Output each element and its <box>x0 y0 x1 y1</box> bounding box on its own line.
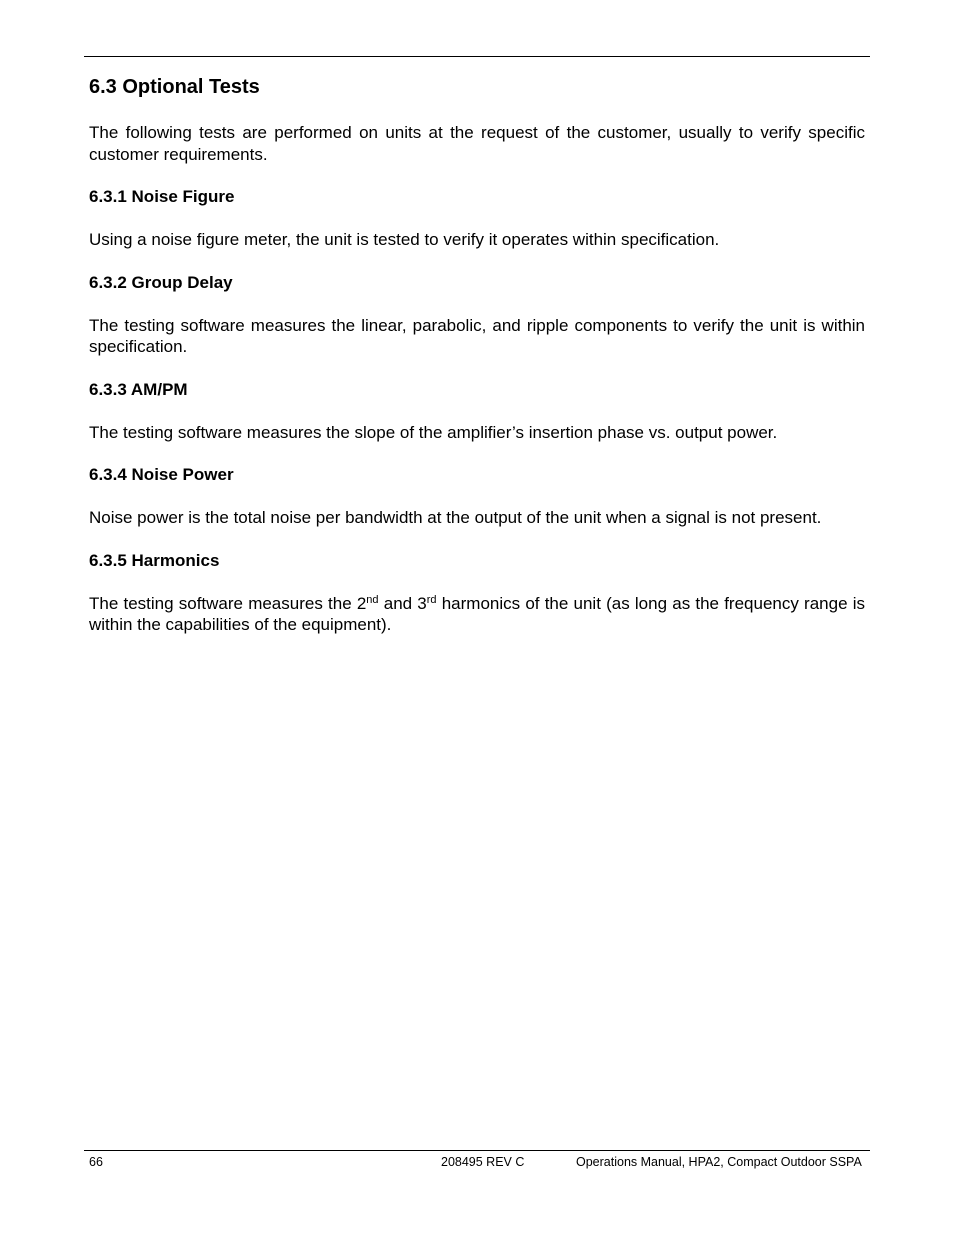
footer-page-number: 66 <box>89 1155 103 1169</box>
footer-manual-title: Operations Manual, HPA2, Compact Outdoor SSPA <box>576 1155 862 1169</box>
footer-rule <box>84 1150 870 1151</box>
subsection-title-harmonics: 6.3.5 Harmonics <box>89 550 220 570</box>
subsection-title-group-delay: 6.3.2 Group Delay <box>89 272 233 292</box>
section-intro: The following tests are performed on units at the request of the customer, usually to verify specific customer requirements. <box>89 123 865 164</box>
subsection-body-noise-power: Noise power is the total noise per bandwidth at the output of the unit when a signal is not present. <box>89 508 822 527</box>
header-rule <box>84 56 870 57</box>
harmonics-text-1: The testing software measures the 2 <box>89 593 367 613</box>
harmonics-sup-rd: rd <box>426 593 437 606</box>
subsection-body-harmonics <box>89 593 865 636</box>
page-content <box>89 73 865 636</box>
harmonics-sup-nd: nd <box>366 593 379 606</box>
subsection-body-am-pm: The testing software measures the slope of the amplifier’s insertion phase vs. output power. <box>89 422 778 442</box>
subsection-body-noise-figure: Using a noise figure meter, the unit is tested to verify it operates within specification. <box>89 230 720 249</box>
harmonics-text-2: and 3 <box>378 593 427 613</box>
harmonics-text-3: harmonics of the unit (as long as the frequency range is within the capabilities of the equipment). <box>89 593 865 634</box>
footer-doc-number: 208495 REV C <box>441 1155 525 1169</box>
subsection-title-noise-power: 6.3.4 Noise Power <box>89 465 234 484</box>
section-title: 6.3 Optional Tests <box>89 76 260 98</box>
subsection-body-group-delay: The testing software measures the linear, parabolic, and ripple components to verify the unit is within specification. <box>89 315 865 356</box>
subsection-title-noise-figure: 6.3.1 Noise Figure <box>89 187 235 206</box>
subsection-title-am-pm: 6.3.3 AM/PM <box>89 379 188 399</box>
